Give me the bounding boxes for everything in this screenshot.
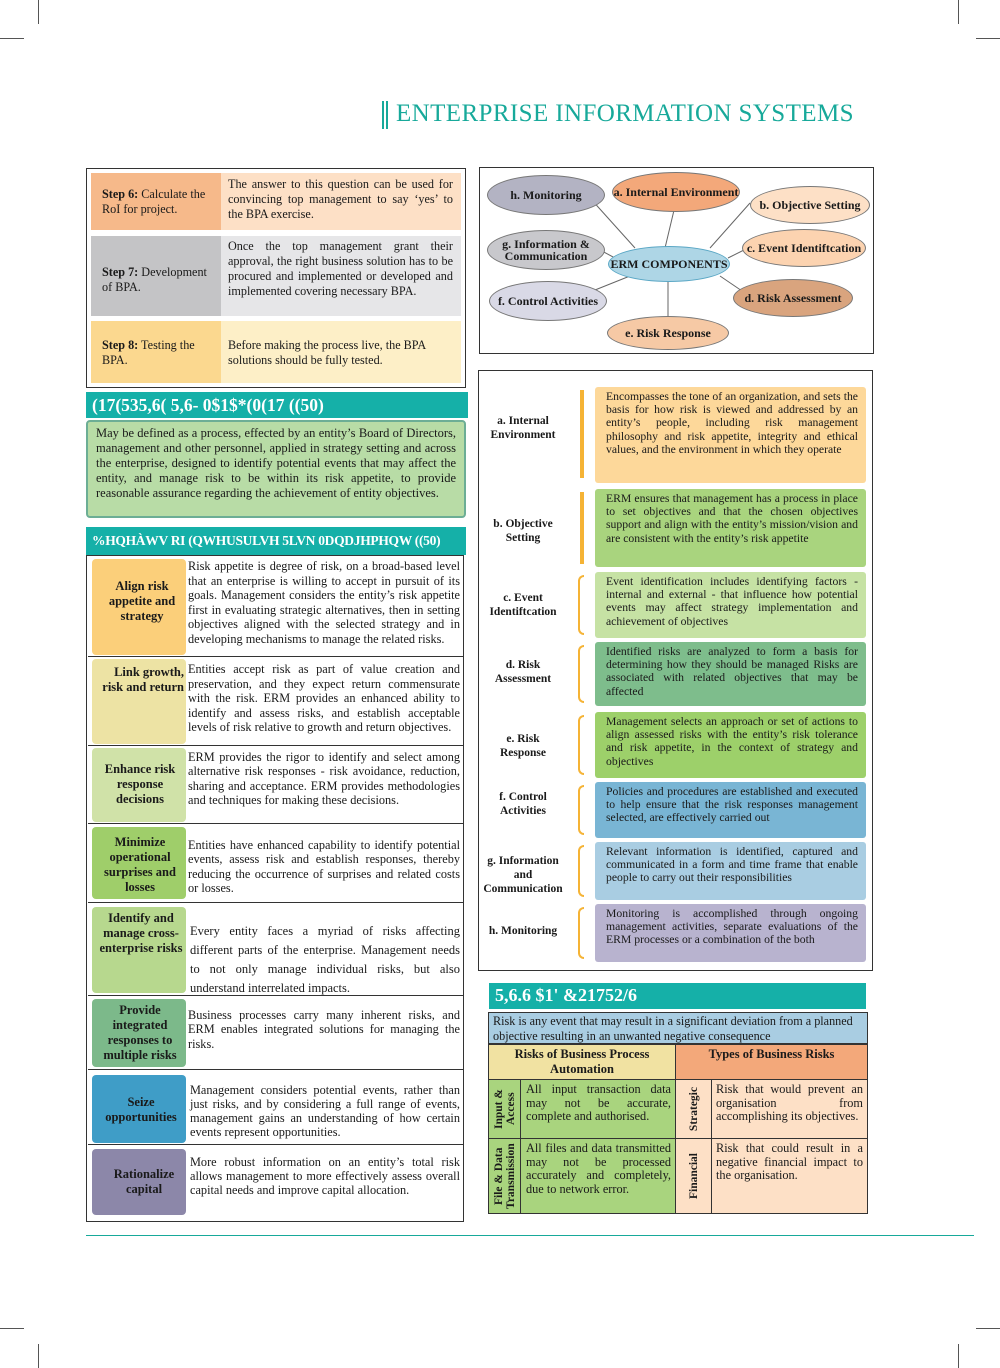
- bracket: [578, 785, 584, 835]
- component-label-f: f. Control Activities: [499, 791, 547, 817]
- crop-mark: [0, 38, 24, 39]
- benefit-text-8: More robust information on an entity’s total risk allows management to more effectively assess overall capital needs and improve capital allocation.: [190, 1155, 460, 1197]
- benefit-text-6: Business processes carry many inherent risks, and ERM enables integrated solutions for managing the risks.: [188, 1008, 460, 1051]
- node-information-communication: g. Information & Communication: [487, 230, 605, 270]
- benefit-text-1: Risk appetite is degree of risk, on a broad-based level that an enterprise is willing to accept in pursuit of its goals. Management considers the entity’s risk appetite first in evaluating strategic alternatives, then in setting objectives aligned with the selected strategy and in developing mechanisms to manage the related risks.: [188, 559, 460, 646]
- risk-definition: Risk is any event that may result in a significant deviation from a planned objective resulting in an unwanted negative consequence: [488, 1012, 868, 1044]
- benefit-text-2: Entities accept risk as part of value creation and preservation, and they expect return commensurate with the risk. ERM provides an enhanced ability to identify and assess risks, and establish acceptable levels of risk relative to growth and return objectives.: [188, 662, 460, 735]
- component-text-e: Management selects an approach or set of actions to align assessed risks with the entity’s risk tolerance and risk appetite, in the context of strategy and objectives: [595, 712, 866, 778]
- benefit-label-2: Link growth, risk and return: [92, 659, 186, 744]
- risk-row2-label2: [676, 1139, 712, 1213]
- component-label-c: c. Event Identiftcation: [489, 592, 557, 618]
- node-erm-center: ERM COMPONENTS: [608, 246, 730, 282]
- component-text-a: Encompasses the tone of an organization, and sets the basis for how risk is viewed and addressed by an entity’s people, including risk management philosophy and risk appetite, integrity and ethical values, and the environment in which they operate: [595, 387, 866, 483]
- component-label-e: e. Risk Response: [499, 733, 546, 759]
- step-8-text: Before making the process live, the BPA solutions should be fully tested.: [221, 321, 461, 383]
- crop-mark: [958, 0, 959, 24]
- erm-components-diagram: [479, 167, 874, 354]
- benefit-text-5: Every entity faces a myriad of risks affecting different parts of the enterprise. Management needs to not only manage individual risks, but also understand interrelated impacts.: [190, 924, 460, 995]
- benefit-label-7: Seize opportunities: [92, 1075, 186, 1143]
- component-text-d: Identified risks are analyzed to form a basis for determining how they should be managed Risks are associated with related objectives that may be affected: [595, 642, 866, 706]
- step-6-text: The answer to this question can be used for convincing top management to say ‘yes’ to the BPA exercise.: [221, 173, 461, 230]
- crop-mark: [976, 1328, 1000, 1329]
- benefit-text-4: Entities have enhanced capability to identify potential events, assess risk and establish responses, thereby reducing the occurrence of surprises and related costs or losses.: [188, 838, 460, 896]
- divider: [463, 556, 464, 956]
- component-label-h: h. Monitoring: [488, 925, 558, 937]
- strategic-label: Strategic: [687, 1086, 700, 1132]
- row-divider: [88, 1144, 464, 1145]
- erm-definition: May be defined as a process, effected by an entity’s Board of Directors, management and other personnel, applied in strategy setting and across the enterprise, designed to identify potential events that may affect the entity, and manage risk to be within its risk appetite, to provide reasonable assurance regarding the achievement of entity objectives.: [86, 420, 466, 518]
- row-divider: [88, 656, 464, 657]
- crop-mark: [38, 1344, 39, 1368]
- benefit-label-6: Provide integrated responses to multiple risks: [92, 999, 186, 1067]
- row-divider: [88, 902, 464, 903]
- benefit-label-1: Align risk appetite and strategy: [92, 559, 186, 655]
- component-label-a: a. Internal Environment: [490, 415, 556, 441]
- risks-title: 5,6.6 $1' &21752/6: [489, 983, 866, 1009]
- component-text-b: ERM ensures that management has a process in place to set objectives and that the chosen objectives support and align with the entity’s mission/vision and are consistent with the entity’s risk appetite: [595, 489, 866, 567]
- node-internal-environment: a. Internal Environment: [612, 172, 740, 212]
- benefit-label-3: Enhance risk response decisions: [92, 748, 186, 822]
- node-event-identification: c. Event Identiftcation: [742, 229, 866, 267]
- benefit-text-7: Management considers potential events, rather than just risks, and by considering a full range of events, management gains an understanding of how certain events represent opportunities.: [190, 1083, 460, 1139]
- step-7-text: Once the top management grant their approval, the right business solution has to be procured and implemented or developed and implemented covering necessary BPA.: [221, 236, 461, 316]
- benefit-text-3: ERM provides the rigor to identify and select among alternative risk responses - risk avoidance, reduction, sharing and acceptance. ERM provides methodologies and techniques for making these decisions.: [188, 750, 460, 808]
- input-access-label: Input & Access: [492, 1089, 517, 1129]
- benefit-label-5: Identify and manage cross-enterprise risks: [92, 907, 186, 993]
- risk-row2-text2: Risk that could result in a negative financial impact to the organisation.: [712, 1139, 867, 1213]
- footer-rule: [86, 1235, 974, 1236]
- bracket: [578, 907, 584, 959]
- step-6-label: Step 6: Calculate the RoI for project.: [91, 173, 221, 230]
- page-header: ENTERPRISE INFORMATION SYSTEMS: [396, 100, 854, 127]
- risk-row2-text1: All files and data transmitted may not be processed accurately and completely, due to network error.: [521, 1139, 676, 1213]
- component-label-d: d. Risk Assessment: [494, 659, 552, 685]
- component-text-g: Relevant information is identified, captured and communicated in a form and time frame that enable people to carry out their responsibilities: [595, 842, 866, 900]
- risk-row1-label2: [676, 1080, 712, 1138]
- step-8-label: Step 8: Testing the BPA.: [91, 321, 221, 383]
- benefits-title: %HQHÀWV RI (QWHUSULVH 5LVN 0DQDJHPHQW ((50): [86, 527, 466, 555]
- risk-row1-text1: All input transaction data may not be accurate, complete and authorised.: [521, 1080, 676, 1138]
- benefit-label-4: Minimize operational surprises and losses: [92, 827, 186, 899]
- component-label-b: b. Objective Setting: [493, 518, 553, 544]
- risk-row1-label1: [489, 1080, 521, 1138]
- crop-mark: [38, 0, 39, 24]
- component-text-c: Event identification includes identifying factors - internal and external - that influence how potential events may affect strategy implementation and achievement of objectives: [595, 572, 866, 638]
- risk-col2-header: Types of Business Risks: [676, 1045, 867, 1079]
- node-objective-setting: b. Objective Setting: [750, 186, 870, 224]
- row-divider: [88, 745, 464, 746]
- component-label-g: g. Information and Communication: [483, 855, 563, 895]
- row-divider: [88, 1069, 464, 1070]
- benefit-label-8: Rationalize capital: [92, 1149, 186, 1215]
- bracket: [578, 845, 584, 897]
- bracket: [578, 715, 584, 775]
- bracket: [580, 390, 584, 478]
- node-risk-response: e. Risk Response: [607, 316, 729, 350]
- bracket: [580, 492, 584, 564]
- bracket: [578, 575, 584, 635]
- node-control-activities: f. Control Activities: [489, 281, 607, 321]
- node-risk-assessment: d. Risk Assessment: [733, 279, 853, 317]
- step-7-label: Step 7: Development of BPA.: [91, 236, 221, 316]
- financial-label: Financial: [687, 1152, 700, 1199]
- file-data-transmission-label: File & Data Transmission: [492, 1143, 517, 1209]
- crop-mark: [976, 38, 1000, 39]
- row-divider: [88, 995, 464, 996]
- node-monitoring: h. Monitoring: [487, 175, 605, 215]
- crop-mark: [0, 1328, 24, 1329]
- risk-row1-text2: Risk that would prevent an organisation from accomplishing its objectives.: [712, 1080, 867, 1138]
- risk-row2-label1: [489, 1139, 521, 1213]
- component-text-f: Policies and procedures are established and executed to help ensure that the risk responses management selected, are effectively carried out: [595, 782, 866, 838]
- bracket: [578, 645, 584, 703]
- component-text-h: Monitoring is accomplished through ongoing management activities, separate evaluations of the ERM processes or a combination of the both: [595, 904, 866, 962]
- crop-mark: [958, 1344, 959, 1368]
- risk-col1-header: Risks of Business Process Automation: [489, 1045, 676, 1079]
- erm-title: (17(535,6( 5,6- 0$1$*(0(17 ((50): [86, 392, 468, 418]
- row-divider: [88, 823, 464, 824]
